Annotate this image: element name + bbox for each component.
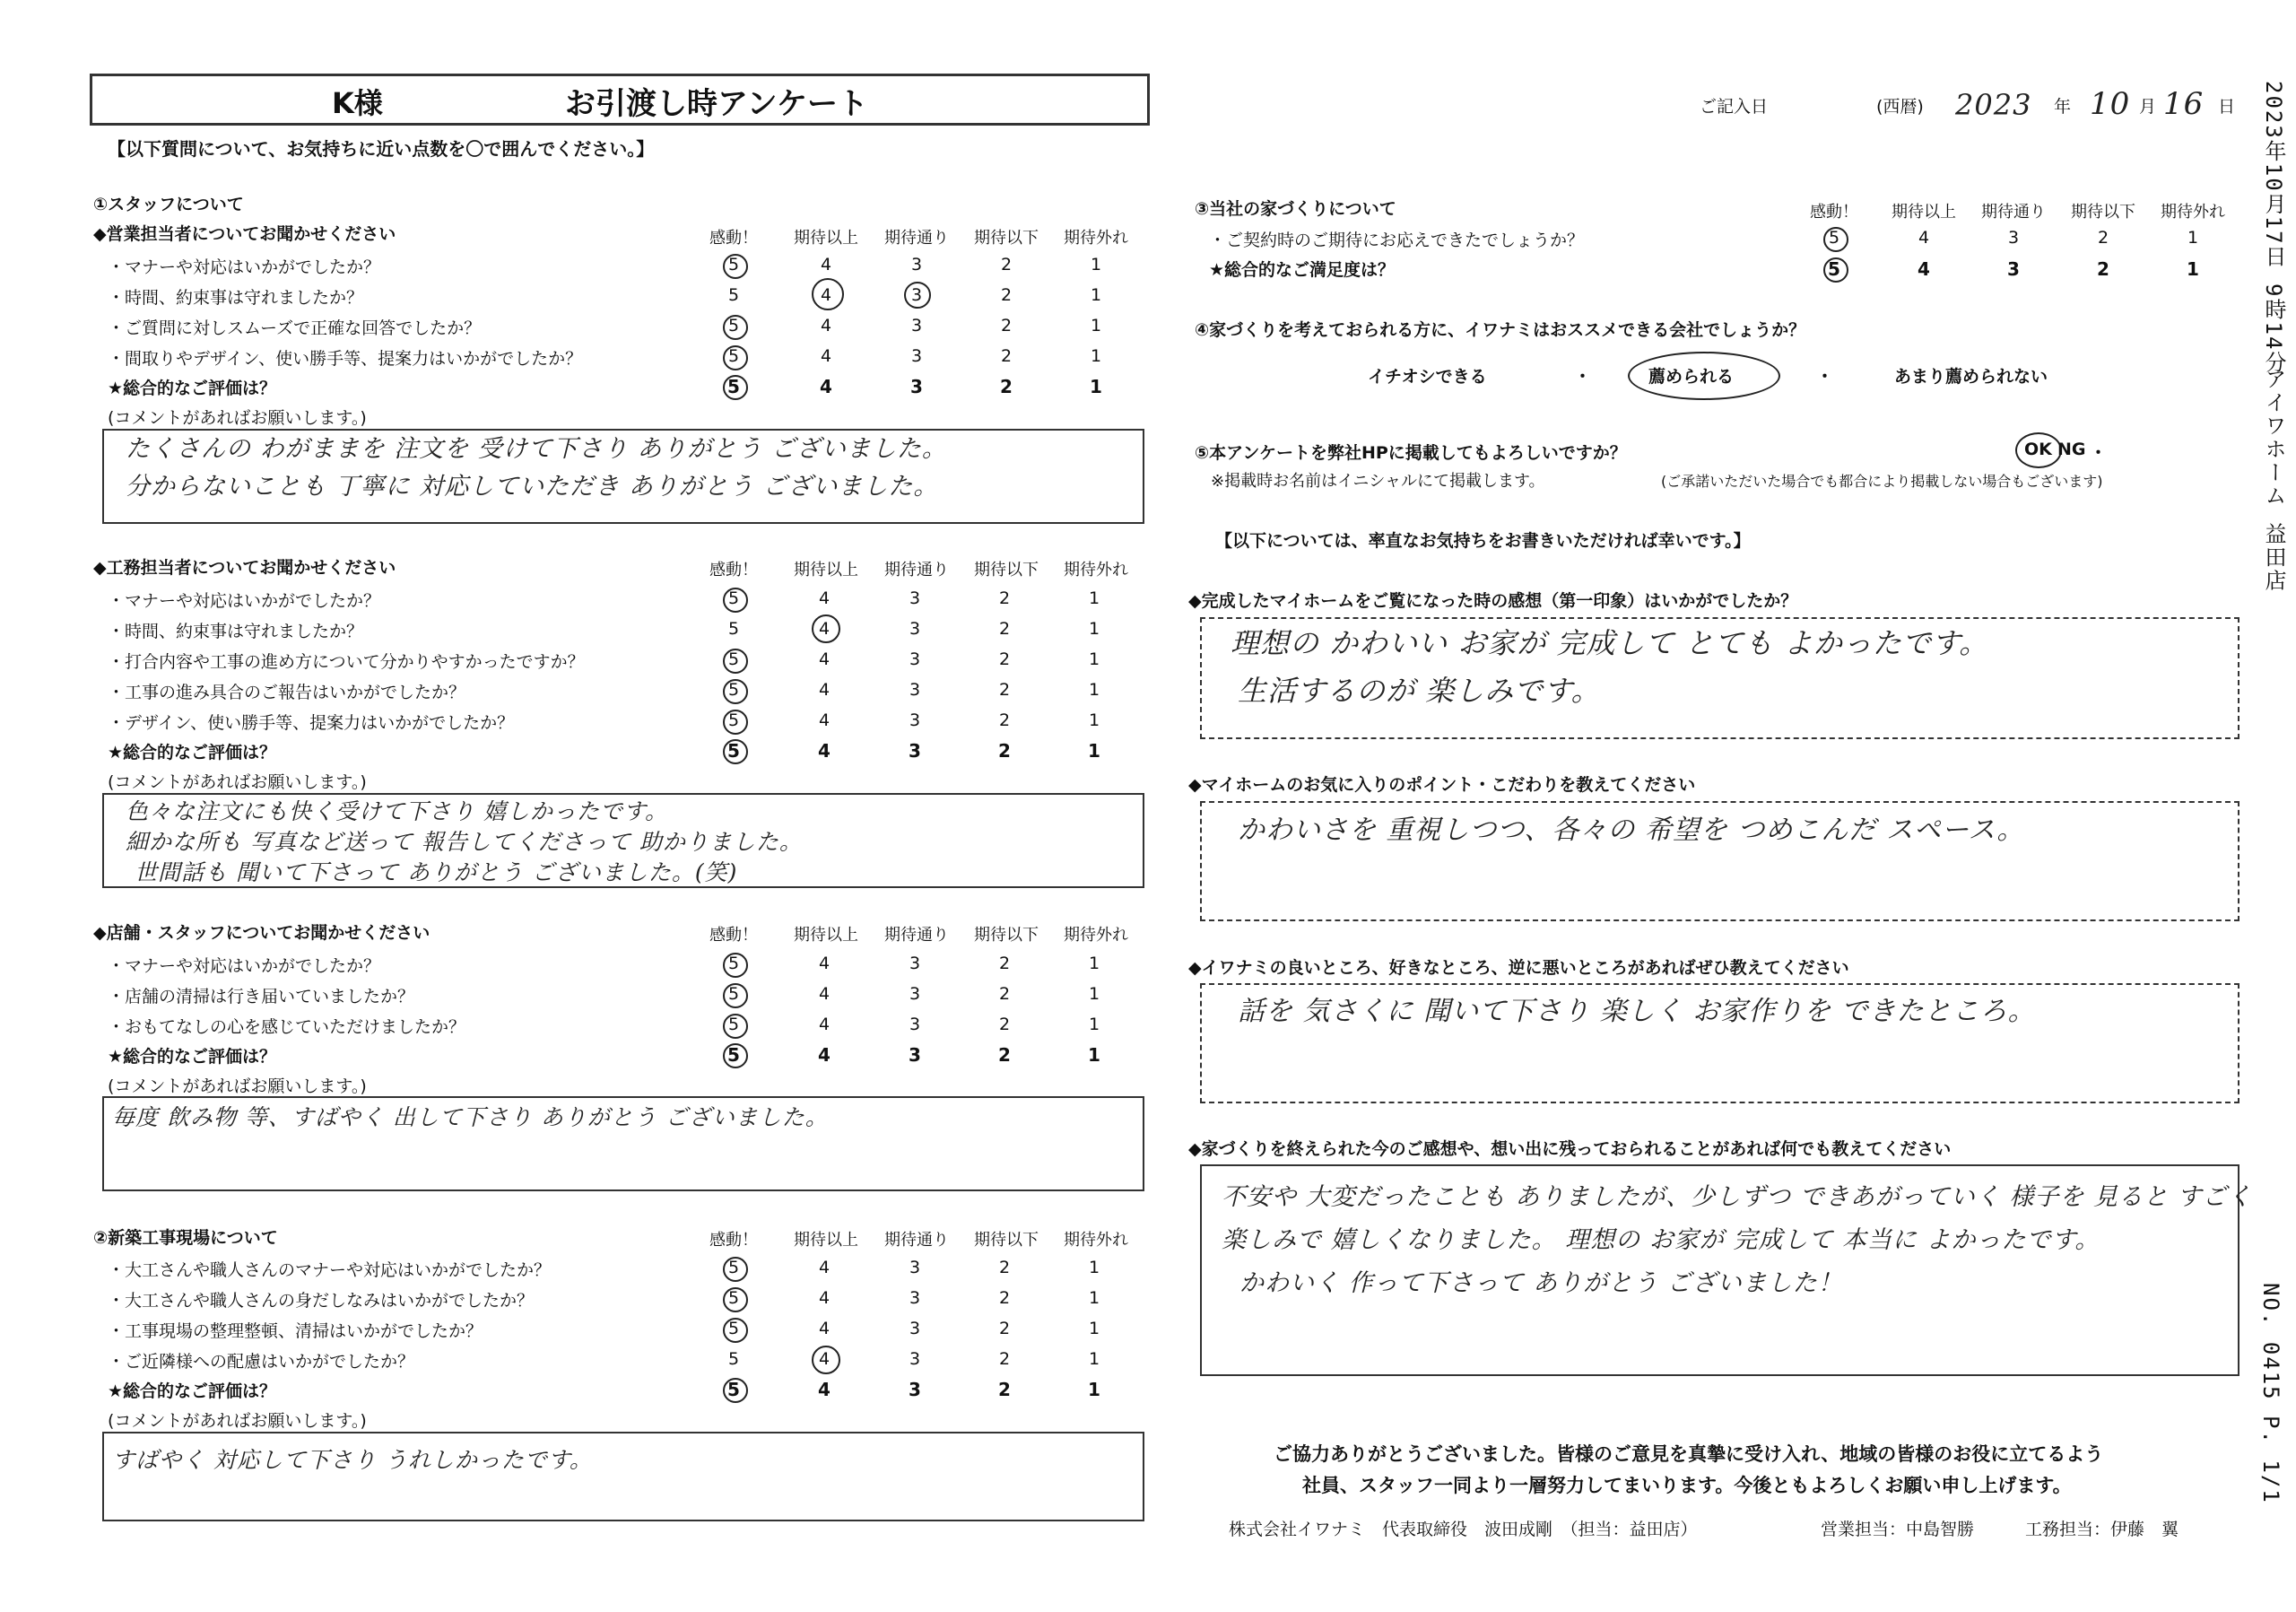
- scale-header: 期待以上: [794, 229, 858, 248]
- comment-prompt: (コメントがあればお願いします。): [108, 1411, 367, 1431]
- construction-q3: ・打合内容や工事の進め方について分かりやすかったですか？: [108, 652, 585, 672]
- sales-comment-line: 分からないことも 丁寧に 対応していただき ありがとう ございました。: [126, 473, 939, 501]
- footer-thanks-1: ご協力ありがとうございました。皆様のご意見を真摯に受け入れ、地域の皆様のお役に立てるよう: [1274, 1443, 2104, 1465]
- sales-q1: ・マナーや対応はいかがでしたか？: [108, 257, 381, 277]
- publish-sep: ・: [2090, 443, 2108, 463]
- fax-sender: アイワホーム 益田店: [2261, 368, 2286, 593]
- selected-circle: [723, 739, 748, 764]
- construction-q4: ・工事の進み具合のご報告はいかがでしたか？: [108, 683, 466, 702]
- recommend-question: ④家づくりを考えておられる方に、イワナミはおススメできる会社でしょうか？: [1195, 320, 1806, 340]
- site-q2: ・大工さんや職人さんの身だしなみはいかがでしたか？: [108, 1291, 535, 1311]
- page-title: お引渡し時アンケート: [565, 86, 868, 122]
- scale-header: 感動！: [709, 229, 758, 248]
- store-q1: ・マナーや対応はいかがでしたか？: [108, 956, 381, 976]
- selected-circle: [1823, 257, 1848, 283]
- construction-comment-line: 細かな所も 写真など送って 報告してくださって 助かりました。: [126, 829, 803, 855]
- site-q1: ・大工さんや職人さんのマナーや対応はいかがでしたか？: [108, 1260, 552, 1280]
- construction-q5: ・デザイン、使い勝手等、提案力はいかがでしたか？: [108, 713, 515, 733]
- selected-circle: [2015, 432, 2062, 468]
- company-q1: ・ご契約時のご期待にお応えできたでしょうか？: [1209, 231, 1585, 250]
- store-comment-line: 毎度 飲み物 等、すばやく 出して下さり ありがとう ございました。: [112, 1104, 829, 1130]
- site-q3: ・工事現場の整理整頓、清掃はいかがでしたか？: [108, 1321, 483, 1341]
- footer-construction-rep: 工務担当：伊藤 翼: [2025, 1520, 2179, 1539]
- footer-thanks-2: 社員、スタッフ一同より一層努力してまいります。今後ともよろしくお願い申し上げます。: [1302, 1475, 2072, 1496]
- publish-ok: OK: [2024, 440, 2052, 459]
- date-day: 16: [2163, 86, 2205, 122]
- selected-circle: [723, 254, 748, 279]
- selected-circle: [723, 1318, 748, 1343]
- recommend-sep: ・: [1816, 367, 1834, 387]
- comment-prompt: (コメントがあればお願いします。): [108, 1076, 367, 1096]
- free-intro: 【以下については、率直なお気持ちをお書きいただければ幸いです。】: [1215, 531, 1751, 551]
- site-comment-line: すばやく 対応して下さり うれしかったです。: [112, 1447, 593, 1473]
- selected-circle: [1628, 352, 1780, 400]
- selected-circle: [723, 1287, 748, 1312]
- selected-circle: [904, 282, 931, 309]
- sales-q2: ・時間、約束事は守れましたか？: [108, 288, 364, 308]
- company-section-title: ③当社の家づくりについて: [1195, 199, 1396, 219]
- month-unit: 月: [2139, 97, 2157, 117]
- recommend-sep: ・: [1574, 367, 1592, 387]
- free-a1-line: 生活するのが 楽しみです。: [1238, 674, 1601, 708]
- selected-circle: [723, 1378, 748, 1403]
- construction-overall: ★総合的なご評価は？: [108, 743, 277, 762]
- publish-note-small: (ご承諾いただいた場合でも都合により掲載しない場合もございます): [1661, 473, 2103, 490]
- footer-sales-rep: 営業担当：中島智勝: [1821, 1520, 1975, 1539]
- instruction: 【以下質問について、お気持ちに近い点数を〇で囲んでください。】: [108, 138, 655, 160]
- company-overall: ★総合的なご満足度は？: [1209, 260, 1396, 280]
- free-q4: ◆家づくりを終えられた今のご感想や、想い出に残っておられることがあれば何でも教えてください: [1188, 1139, 1952, 1159]
- sales-title: ◆営業担当者についてお聞かせください: [93, 224, 396, 244]
- sales-overall: ★総合的なご評価は？: [108, 379, 277, 398]
- selected-circle: [812, 614, 840, 643]
- selected-circle: [723, 1257, 748, 1282]
- date-month: 10: [2090, 86, 2131, 122]
- selected-circle: [723, 679, 748, 704]
- construction-comment-line: 世間話も 聞いて下さって ありがとう ございました。(笑): [135, 859, 738, 885]
- comment-prompt: (コメントがあればお願いします。): [108, 408, 367, 428]
- selected-circle: [723, 588, 748, 613]
- scale-header: 期待通り: [884, 229, 949, 248]
- store-overall: ★総合的なご評価は？: [108, 1047, 277, 1067]
- store-title: ◆店舗・スタッフについてお聞かせください: [93, 923, 430, 943]
- free-a4-line: かわいく 作って下さって ありがとう ございました！: [1239, 1269, 1843, 1297]
- selected-circle: [723, 345, 748, 370]
- free-a1-line: 理想の かわいい お家が 完成して とても よかったです。: [1231, 626, 1989, 660]
- site-q4: ・ご近隣様への配慮はいかがでしたか？: [108, 1352, 415, 1372]
- selected-circle: [723, 375, 748, 400]
- scale-header: 期待以下: [974, 229, 1039, 248]
- free-q3: ◆イワナミの良いところ、好きなところ、逆に悪いところがあればぜひ教えてください: [1188, 958, 1849, 978]
- sales-q4: ・間取りやデザイン、使い勝手等、提案力はいかがでしたか？: [108, 349, 583, 369]
- staff-section-title: ①スタッフについて: [93, 195, 244, 214]
- selected-circle: [812, 1346, 840, 1374]
- construction-q1: ・マナーや対応はいかがでしたか？: [108, 591, 381, 611]
- selected-circle: [812, 278, 844, 310]
- selected-circle: [723, 315, 748, 340]
- free-a4-line: 楽しみで 嬉しくなりました。 理想の お家が 完成して 本当に よかったです。: [1222, 1226, 2100, 1254]
- site-overall: ★総合的なご評価は？: [108, 1381, 277, 1401]
- store-q3: ・おもてなしの心を感じていただけましたか？: [108, 1017, 466, 1037]
- store-q2: ・店舗の清掃は行き届いていましたか？: [108, 987, 415, 1006]
- selected-circle: [723, 1014, 748, 1039]
- selected-circle: [723, 649, 748, 674]
- site-section-title: ②新築工事現場について: [93, 1228, 278, 1248]
- publish-question: ⑤本アンケートを弊社HPに掲載してもよろしいですか？: [1195, 443, 1627, 463]
- free-q2: ◆マイホームのお気に入りのポイント・こだわりを教えてください: [1188, 775, 1696, 795]
- era-label: (西暦): [1876, 97, 1924, 117]
- sales-q3: ・ご質問に対しスムーズで正確な回答でしたか？: [108, 318, 482, 338]
- selected-circle: [723, 953, 748, 978]
- free-a3-line: 話を 気さくに 聞いて下さり 楽しく お家作りを できたところ。: [1238, 996, 2036, 1027]
- scale-header: 期待外れ: [1064, 229, 1128, 248]
- year-unit: 年: [2054, 97, 2072, 117]
- customer-name: K様: [332, 86, 383, 120]
- construction-q2: ・時間、約束事は守れましたか？: [108, 622, 364, 641]
- free-q1: ◆完成したマイホームをご覧になった時の感想（第一印象）はいかがでしたか？: [1188, 591, 1798, 611]
- date-year: 2023: [1955, 88, 2032, 122]
- day-unit: 日: [2218, 97, 2236, 117]
- date-label: ご記入日: [1700, 97, 1769, 117]
- recommend-option-selected: 薦められる: [1648, 367, 1735, 387]
- construction-title: ◆工務担当者についてお聞かせください: [93, 558, 396, 578]
- page-number: NO. 0415 P. 1/1: [2258, 1283, 2283, 1504]
- selected-circle: [1823, 227, 1848, 252]
- selected-circle: [723, 983, 748, 1008]
- comment-prompt: (コメントがあればお願いします。): [108, 772, 367, 792]
- free-a4-line: 不安や 大変だったことも ありましたが、少しずつ できあがっていく 様子を 見ると すごく: [1222, 1183, 2253, 1211]
- selected-circle: [723, 710, 748, 735]
- free-a2-line: かわいさを 重視しつつ、各々の 希望を つめこんだ スペース。: [1238, 815, 2025, 846]
- footer-company: 株式会社イワナミ 代表取締役 波田成剛 （担当：益田店）: [1229, 1520, 1698, 1539]
- publish-note: ※掲載時お名前はイニシャルにて掲載します。: [1211, 472, 1545, 491]
- publish-ng-visible: NG: [2057, 440, 2086, 459]
- recommend-option-low: あまり薦められない: [1894, 367, 2048, 387]
- sales-comment-line: たくさんの わがままを 注文を 受けて下さり ありがとう ございました。: [126, 435, 947, 463]
- selected-circle: [723, 1043, 748, 1068]
- recommend-option-top: イチオシできる: [1368, 367, 1487, 387]
- fax-timestamp: 2023年10月17日 9時14分: [2261, 81, 2286, 375]
- construction-comment-line: 色々な注文にも快く受けて下さり 嬉しかったです。: [126, 798, 668, 824]
